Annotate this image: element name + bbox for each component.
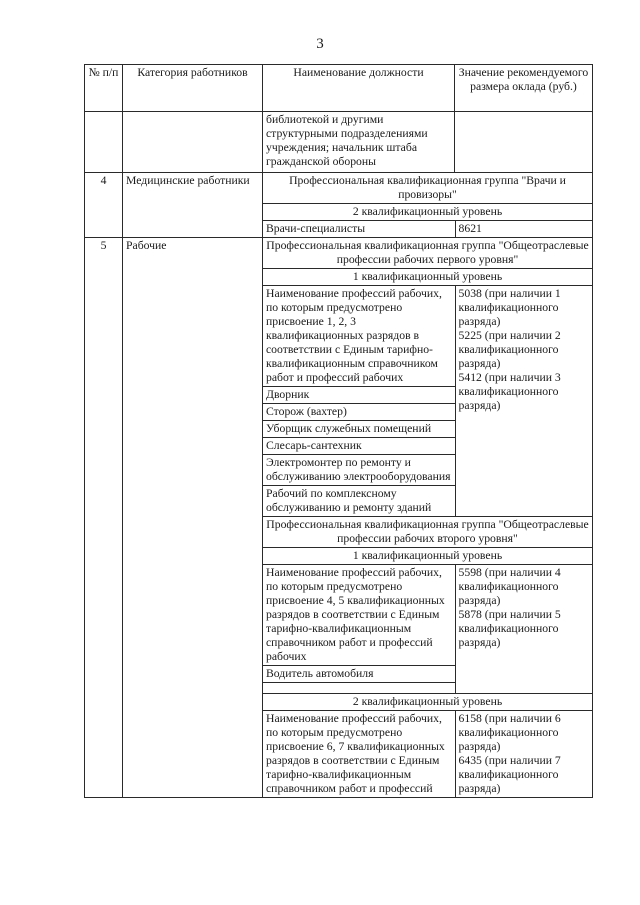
group2-salary2-1: 6435 (при наличии 7 квалификационного разряда) <box>458 754 561 795</box>
row5-detail <box>263 238 593 798</box>
salary-table <box>84 64 593 798</box>
header-row <box>85 65 593 112</box>
row4-group-title: Профессиональная квалификационная группа "Врачи и провизоры" <box>263 173 592 204</box>
group2-position-list <box>263 565 455 694</box>
table-row <box>85 112 593 173</box>
group2-salary2-0: 6158 (при наличии 6 квалификационного разряда) <box>458 712 561 753</box>
row4-detail <box>263 173 593 238</box>
page-number: 3 <box>316 36 324 52</box>
row-cont-num <box>85 112 123 173</box>
group1-salary <box>455 286 592 517</box>
row-cont-position: библиотекой и другими структурными подразделениями учреждения; начальник штаба гражданской обороны <box>263 112 455 173</box>
row-cont-salary <box>455 112 593 173</box>
group2-position-1: Водитель автомобиля <box>263 666 455 683</box>
row4-category: Медицинские работники <box>123 173 263 238</box>
group2-blank-cell <box>263 683 455 693</box>
row4-num: 4 <box>85 173 123 238</box>
table-row <box>85 173 593 238</box>
group1-salary-2: 5412 (при наличии 3 квалификационного разряда) <box>458 371 561 412</box>
table-row <box>85 238 593 798</box>
group1-position-2: Сторож (вахтер) <box>263 404 455 421</box>
group1-salary-0: 5038 (при наличии 1 квалификационного разряда) <box>458 287 561 328</box>
group1-position-1: Дворник <box>263 387 455 404</box>
header-salary: Значение рекомендуемого размера оклада (руб.) <box>455 65 593 112</box>
row-cont-category <box>123 112 263 173</box>
header-num: № п/п <box>85 65 123 112</box>
row4-level: 2 квалификационный уровень <box>263 204 592 221</box>
group1-level: 1 квалификационный уровень <box>263 269 592 286</box>
group1-position-6: Рабочий по комплексному обслуживанию и ремонту зданий <box>266 487 432 514</box>
group1-position-4: Слесарь-сантехник <box>263 438 455 455</box>
group1-salary-1: 5225 (при наличии 2 квалификационного разряда) <box>458 329 561 370</box>
row4-salary: 8621 <box>455 221 592 238</box>
group2-position-0: Наименование профессий рабочих, по которым предусмотрено присвоение 4, 5 квалификационных разрядов в соответствии с Единым тарифно-квалификационным справочником работ и профессий рабочих <box>263 565 455 666</box>
group2-level1: 1 квалификационный уровень <box>263 548 592 565</box>
row4-position: Врачи-специалисты <box>263 221 455 238</box>
group2-salary1-0: 5598 (при наличии 4 квалификационного разряда) <box>458 566 561 607</box>
group1-position-list <box>263 286 455 517</box>
header-position: Наименование должности <box>263 65 455 112</box>
group1-position-0: Наименование профессий рабочих, по которым предусмотрено присвоение 1, 2, 3 квалификационных разрядов в соответствии с Единым тарифно-квалификационным справочником работ и профессий рабочих <box>263 286 455 387</box>
row5-num: 5 <box>85 238 123 798</box>
group2-level2: 2 квалификационный уровень <box>263 694 592 711</box>
row5-category: Рабочие <box>123 238 263 798</box>
group2-salary1-1: 5878 (при наличии 5 квалификационного разряда) <box>458 608 561 649</box>
group1-position-3: Уборщик служебных помещений <box>263 421 455 438</box>
group2-salary2 <box>455 711 592 798</box>
header-category: Категория работников <box>123 65 263 112</box>
group2-title: Профессиональная квалификационная группа "Общеотраслевые профессии рабочих второго уровня" <box>263 517 592 548</box>
group2-position2-0: Наименование профессий рабочих, по которым предусмотрено присвоение 6, 7 квалификационных разрядов в соответствии с Единым тарифно-квалификационным справочником работ и профессий <box>263 711 455 798</box>
group2-salary1 <box>455 565 592 694</box>
group1-position-5: Электромонтер по ремонту и обслуживанию электрооборудования <box>263 455 455 486</box>
group1-title: Профессиональная квалификационная группа "Общеотраслевые профессии рабочих первого уровня" <box>263 238 592 269</box>
